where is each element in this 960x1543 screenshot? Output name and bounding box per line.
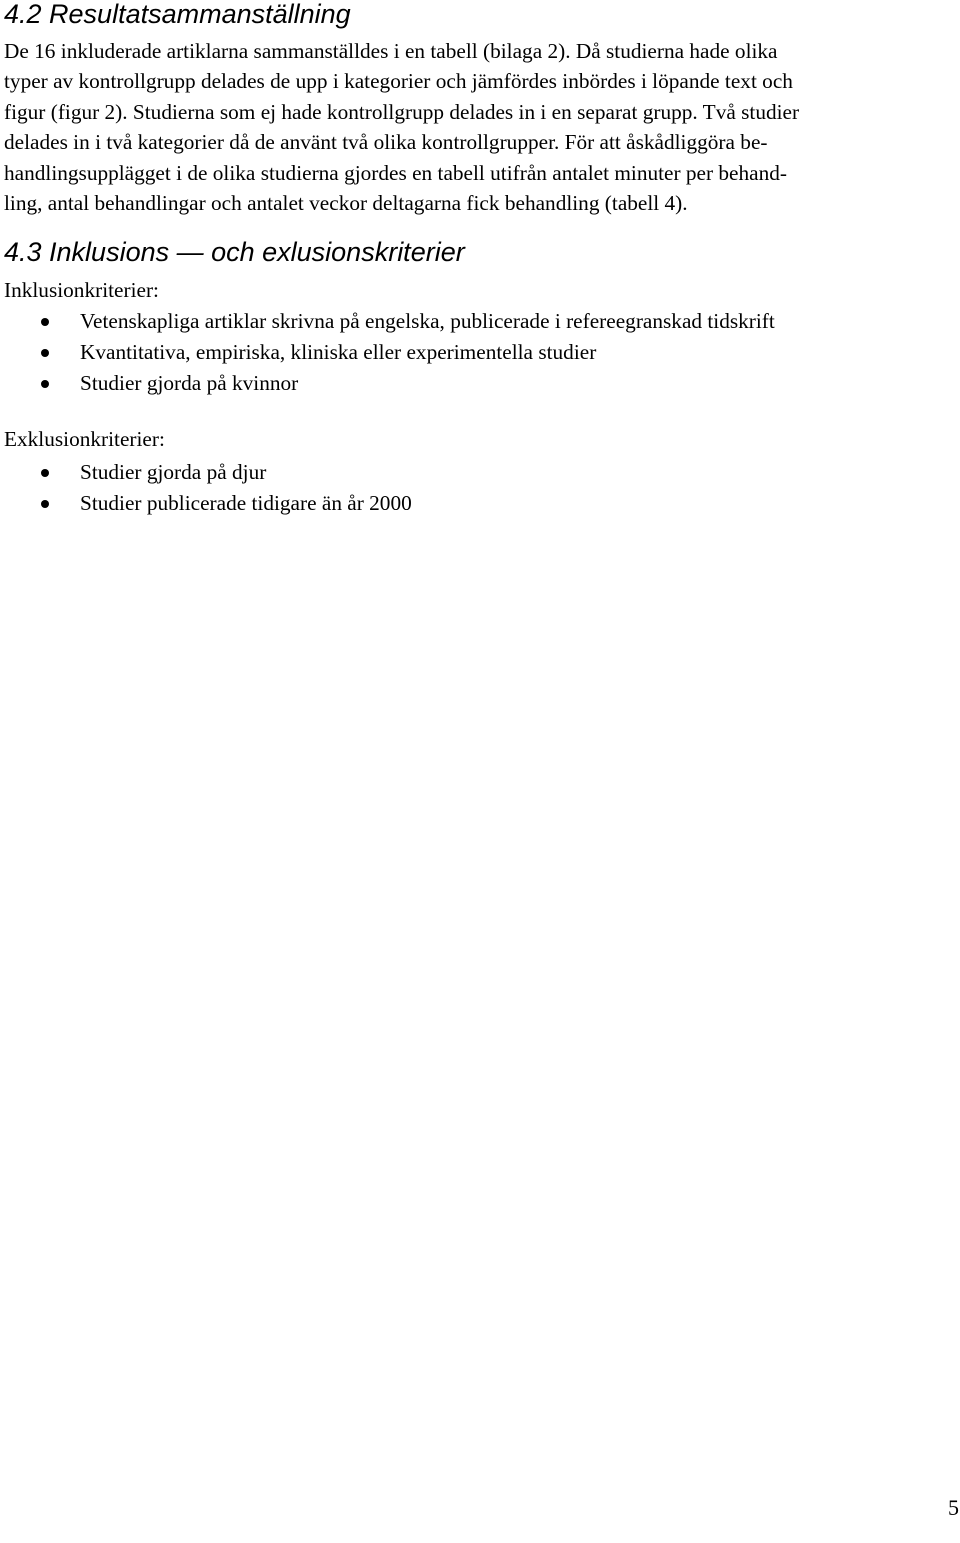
paragraph-line: ling, antal behandlingar och antalet veckor deltagarna fick behandling (tabell 4). (4, 190, 688, 215)
bullet-icon (41, 318, 49, 326)
results-paragraph (4, 36, 952, 218)
exclusion-criteria-label: Exklusionkriterier: (4, 427, 165, 451)
bullet-icon (41, 349, 49, 357)
inclusion-criteria-label: Inklusionkriterier: (4, 278, 159, 302)
exclusion-criteria-list (0, 457, 412, 519)
paragraph-line: typer av kontrollgrupp delades de upp i kategorier och jämfördes inbördes i löpande text och (4, 69, 793, 94)
paragraph-line: handlingsupplägget i de olika studierna gjordes en tabell utifrån antalet minuter per behand- (4, 160, 788, 185)
list-item (0, 306, 775, 337)
list-item (0, 488, 412, 519)
bullet-icon (41, 380, 49, 388)
bullet-icon (41, 500, 49, 508)
inclusion-criteria-list (0, 306, 775, 399)
page-number: 5 (948, 1495, 959, 1520)
list-item-text: Kvantitativa, empiriska, kliniska eller experimentella studier (80, 340, 597, 364)
section-heading-4-2: 4.2 Resultatsammanställning (4, 0, 351, 29)
list-item-text: Studier gjorda på kvinnor (80, 371, 299, 395)
paragraph-line: delades in i två kategorier då de använt två olika kontrollgrupper. För att åskådliggöra be- (4, 130, 768, 155)
list-item (0, 368, 775, 399)
list-item-text: Vetenskapliga artiklar skrivna på engelska, publicerade i refereegranskad tidskrift (80, 309, 775, 333)
section-heading-4-3: 4.3 Inklusions — och exlusionskriterier (4, 237, 465, 267)
list-item-text: Studier gjorda på djur (80, 460, 267, 484)
list-item-text: Studier publicerade tidigare än år 2000 (80, 491, 412, 515)
bullet-icon (41, 469, 49, 477)
paragraph-line: figur (figur 2). Studierna som ej hade kontrollgrupp delades in i en separat grupp. Två studier (4, 99, 800, 124)
paragraph-line: De 16 inkluderade artiklarna sammanställdes i en tabell (bilaga 2). Då studierna hade olika (4, 39, 778, 63)
list-item (0, 337, 775, 368)
list-item (0, 457, 412, 488)
